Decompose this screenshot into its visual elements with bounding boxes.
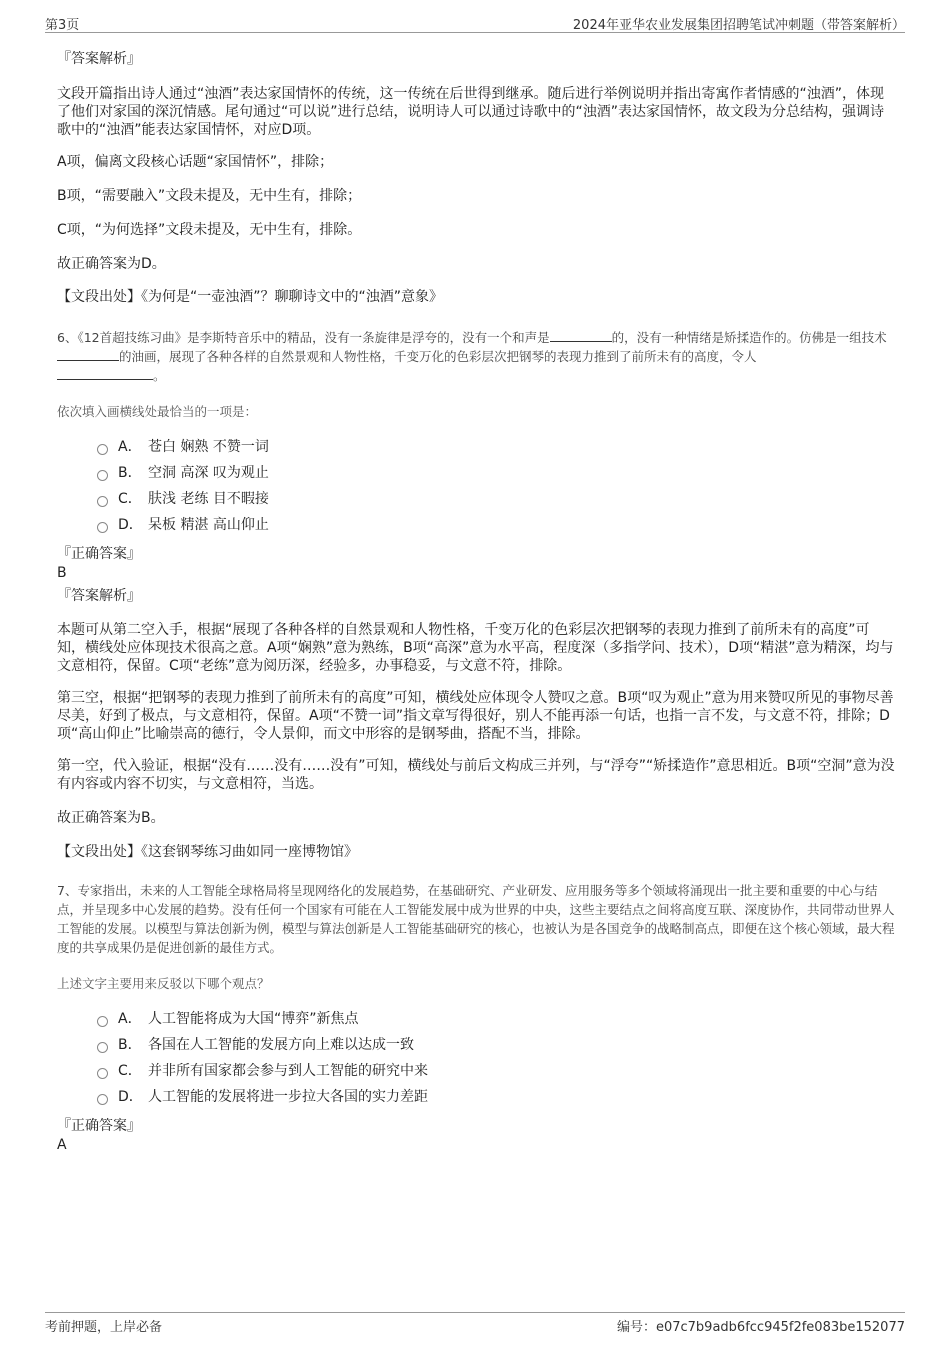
radio-icon[interactable]	[97, 1068, 108, 1079]
option-c[interactable]: C． 并非所有国家都会参与到人工智能的研究中来	[97, 1057, 897, 1083]
analysis-paragraph: 第一空，代入验证，根据“没有……没有……没有”可知，横线处与前后文构成三并列，与“浮夸”“矫揉造作”意思相近。B项“空洞”意为没有内容或内容不切实，与文意相符，当选。	[57, 758, 895, 792]
q5-analysis	[57, 48, 897, 306]
analysis-option-b: B项，“需要融入”文段未提及，无中生有，排除；	[57, 188, 362, 204]
analysis-conclusion: 故正确答案为D。	[57, 256, 166, 272]
analysis-heading: 『答案解析』	[57, 51, 141, 67]
option-d[interactable]: D． 人工智能的发展将进一步拉大各国的实力差距	[97, 1083, 897, 1109]
answer-blank	[550, 329, 612, 342]
page-number: 第3页	[45, 18, 80, 33]
question-prompt: 上述文字主要用来反驳以下哪个观点？	[57, 976, 270, 991]
correct-answer: B	[57, 565, 67, 581]
radio-icon[interactable]	[97, 496, 108, 507]
radio-icon[interactable]	[97, 1094, 108, 1105]
question-7	[57, 881, 897, 1153]
radio-icon[interactable]	[97, 470, 108, 481]
page-footer	[45, 1312, 905, 1335]
option-a[interactable]: A． 苍白 娴熟 不赞一词	[97, 433, 897, 459]
source-note: 【文段出处】《这套钢琴练习曲如同一座博物馆》	[57, 844, 358, 860]
analysis-option-c: C项，“为何选择”文段未提及，无中生有，排除。	[57, 222, 362, 238]
analysis-paragraph: 第三空，根据“把钢琴的表现力推到了前所未有的高度”可知，横线处应体现令人赞叹之意。B项“叹为观止”意为用来赞叹所见的事物尽善尽美，好到了极点，与文意相符，保留。A项“不赞一词”指文章写得很好，别人不能再添一句话，也指一言不发，与文意不符，排除；D项“高山仰止”比喻崇高的德行，令人景仰，而文中形容的是钢琴曲，搭配不当，排除。	[57, 690, 894, 742]
radio-icon[interactable]	[97, 444, 108, 455]
option-list	[57, 1005, 897, 1109]
question-6	[57, 328, 897, 861]
option-b[interactable]: B． 各国在人工智能的发展方向上难以达成一致	[97, 1031, 897, 1057]
option-list	[57, 433, 897, 537]
page-content	[57, 46, 897, 1153]
answer-heading: 『正确答案』	[57, 546, 141, 562]
option-a[interactable]: A． 人工智能将成为大国“博弈”新焦点	[97, 1005, 897, 1031]
analysis-option-a: A项，偏离文段核心话题“家国情怀”，排除；	[57, 154, 334, 170]
question-stem: 7、专家指出，未来的人工智能全球格局将呈现网络化的发展趋势，在基础研究、产业研发、应用服务等多个领域将涌现出一批主要和重要的中心与结点，并呈现多中心发展的趋势。没有任何一个国家有可能在人工智能发展中成为世界的中央，这些主要结点之间将高度互联、深度协作，共同带动世界人工智能的发展。以模型与算法创新为例，模型与算法创新是人工智能基础研究的核心，也被认为是各国竞争的战略制高点，即便在这个核心领域，最大程度的共享成果仍是促进创新的最佳方式。	[57, 883, 895, 955]
question-stem: 6、《12首超技练习曲》是李斯特音乐中的精品，没有一条旋律是浮夸的，没有一个和声是 的，没有一种情绪是矫揉造作的。仿佛是一组技术的油画，展现了各种各样的自然景观和人物性格，千变万化的色彩层次把钢琴的表现力推到了前所未有的高度，令人 。	[57, 330, 887, 383]
answer-blank	[57, 348, 119, 361]
question-prompt: 依次填入画横线处最恰当的一项是：	[57, 404, 258, 419]
page-header	[45, 12, 905, 33]
answer-heading: 『正确答案』	[57, 1118, 141, 1134]
analysis-paragraph: 文段开篇指出诗人通过“浊酒”表达家国情怀的传统，这一传统在后世得到继承。随后进行举例说明并指出寄寓作者情感的“浊酒”，体现了他们对家国的深沉情感。尾句通过“可以说”进行总结，说明诗人可以通过诗歌中的“浊酒”表达家国情怀，故文段为分总结构，强调诗歌中的“浊酒”能表达家国情怀，对应D项。	[57, 86, 885, 138]
option-b[interactable]: B． 空洞 高深 叹为观止	[97, 459, 897, 485]
radio-icon[interactable]	[97, 1042, 108, 1053]
option-c[interactable]: C． 肤浅 老练 目不暇接	[97, 485, 897, 511]
footer-slogan: 考前押题，上岸必备	[45, 1320, 163, 1335]
answer-blank	[57, 367, 153, 380]
option-d[interactable]: D． 呆板 精湛 高山仰止	[97, 511, 897, 537]
analysis-heading: 『答案解析』	[57, 588, 141, 604]
source-note: 【文段出处】《为何是“一壶浊酒”？聊聊诗文中的“浊酒”意象》	[57, 289, 444, 305]
analysis-conclusion: 故正确答案为B。	[57, 810, 165, 826]
analysis-paragraph: 本题可从第二空入手，根据“展现了各种各样的自然景观和人物性格，千变万化的色彩层次把钢琴的表现力推到了前所未有的高度”可知，横线处应体现技术很高之意。A项“娴熟”意为熟练，B项“高深”意为水平高，程度深（多指学问、技术），D项“精湛”意为精深，均与文意相符，保留。C项“老练”意为阅历深，经验多，办事稳妥，与文意不符，排除。	[57, 622, 894, 674]
radio-icon[interactable]	[97, 522, 108, 533]
radio-icon[interactable]	[97, 1016, 108, 1027]
document-title: 2024年亚华农业发展集团招聘笔试冲刺题（带答案解析）	[572, 18, 905, 33]
document-code: 编号：e07c7b9adb6fcc945f2fe083be152077	[616, 1320, 905, 1335]
correct-answer: A	[57, 1137, 67, 1153]
